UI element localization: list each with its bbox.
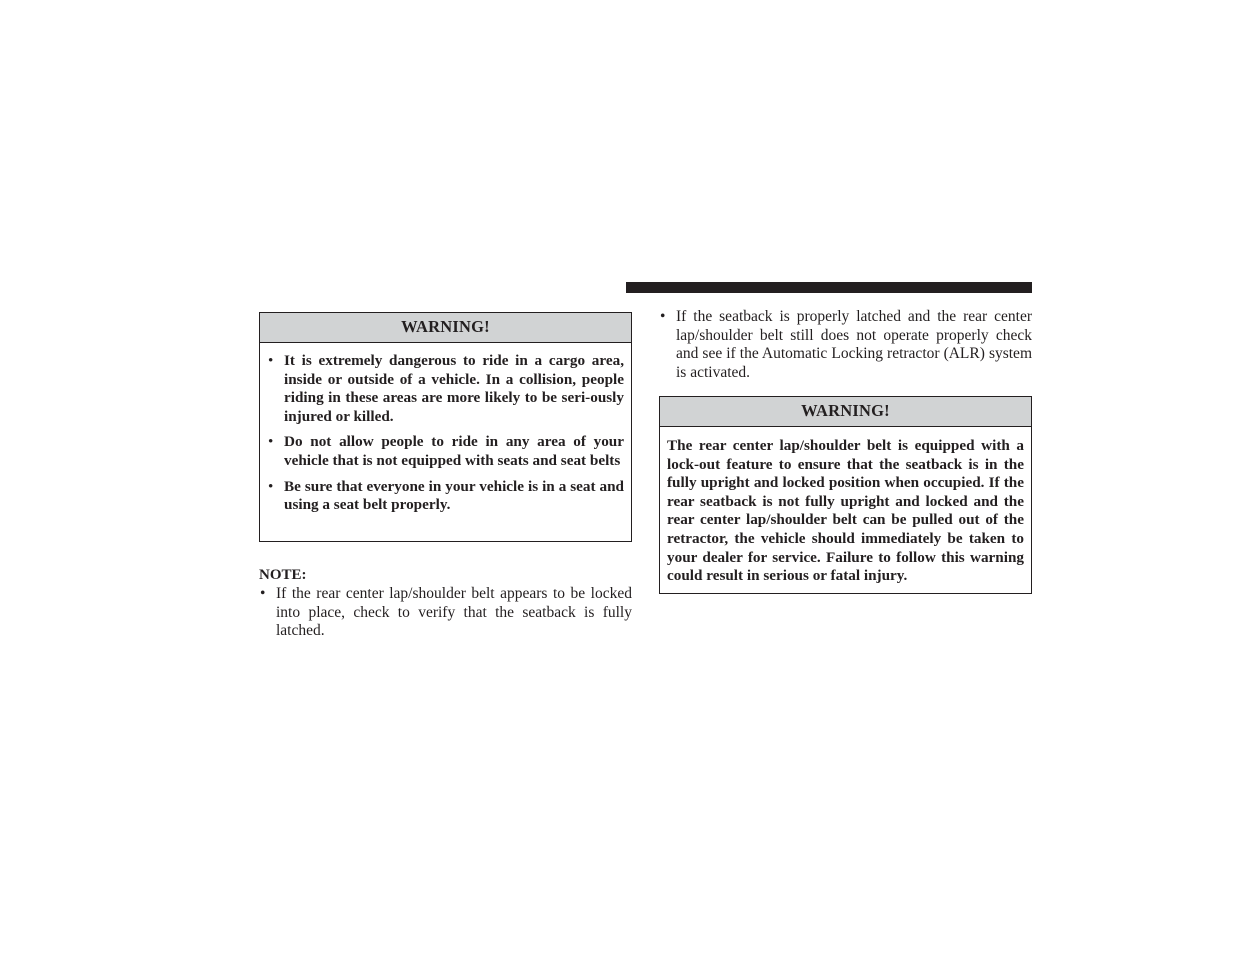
warning-body (260, 343, 631, 515)
list-item (268, 433, 624, 470)
bullet-icon: • (268, 352, 274, 369)
bullet-icon: • (260, 585, 266, 602)
right-column-list (660, 308, 1032, 383)
list-item (660, 308, 1032, 383)
note-label: NOTE: (259, 567, 307, 583)
warning-body: The rear center lap/shoulder belt is equipped with a lock-out feature to ensure that the seatback is in the fully upright and locked position when occupied. If the rear seatback is not fully upright and locked and the rear center lap/shoulder belt can be pulled out of the retractor, the vehicle should immediately be taken to your dealer for service. Failure to follow this warning could result in serious or fatal injury. (667, 437, 1024, 585)
bullet-icon: • (268, 433, 274, 451)
warning-box-cargo (259, 312, 632, 542)
list-item (268, 477, 624, 515)
list-item-text: If the seatback is properly latched and the rear center lap/shoulder belt still does not operate properly check and see if the Automatic Locking retractor (ALR) system is activated. (676, 308, 1032, 382)
note-list (260, 585, 632, 641)
warning-item-text: Do not allow people to ride in any area of your vehicle that is not equipped with seats and seat belts (284, 433, 624, 469)
warning-title: WARNING! (260, 313, 631, 343)
section-header-bar (626, 282, 1032, 293)
note-item-text: If the rear center lap/shoulder belt appears to be locked into place, check to verify that the seatback is fully latched. (276, 585, 632, 640)
list-item (260, 585, 632, 641)
bullet-icon: • (660, 308, 666, 325)
warning-title: WARNING! (660, 397, 1031, 427)
bullet-icon: • (268, 477, 274, 495)
list-item (268, 352, 624, 426)
warning-item-text: Be sure that everyone in your vehicle is in a seat and using a seat belt properly. (284, 477, 624, 514)
warning-item-text: It is extremely dangerous to ride in a cargo area, inside or outside of a vehicle. In a collision, people riding in these areas are more likely to be seri-ously injured or killed. (284, 352, 624, 425)
warning-box-lockout (659, 396, 1032, 594)
